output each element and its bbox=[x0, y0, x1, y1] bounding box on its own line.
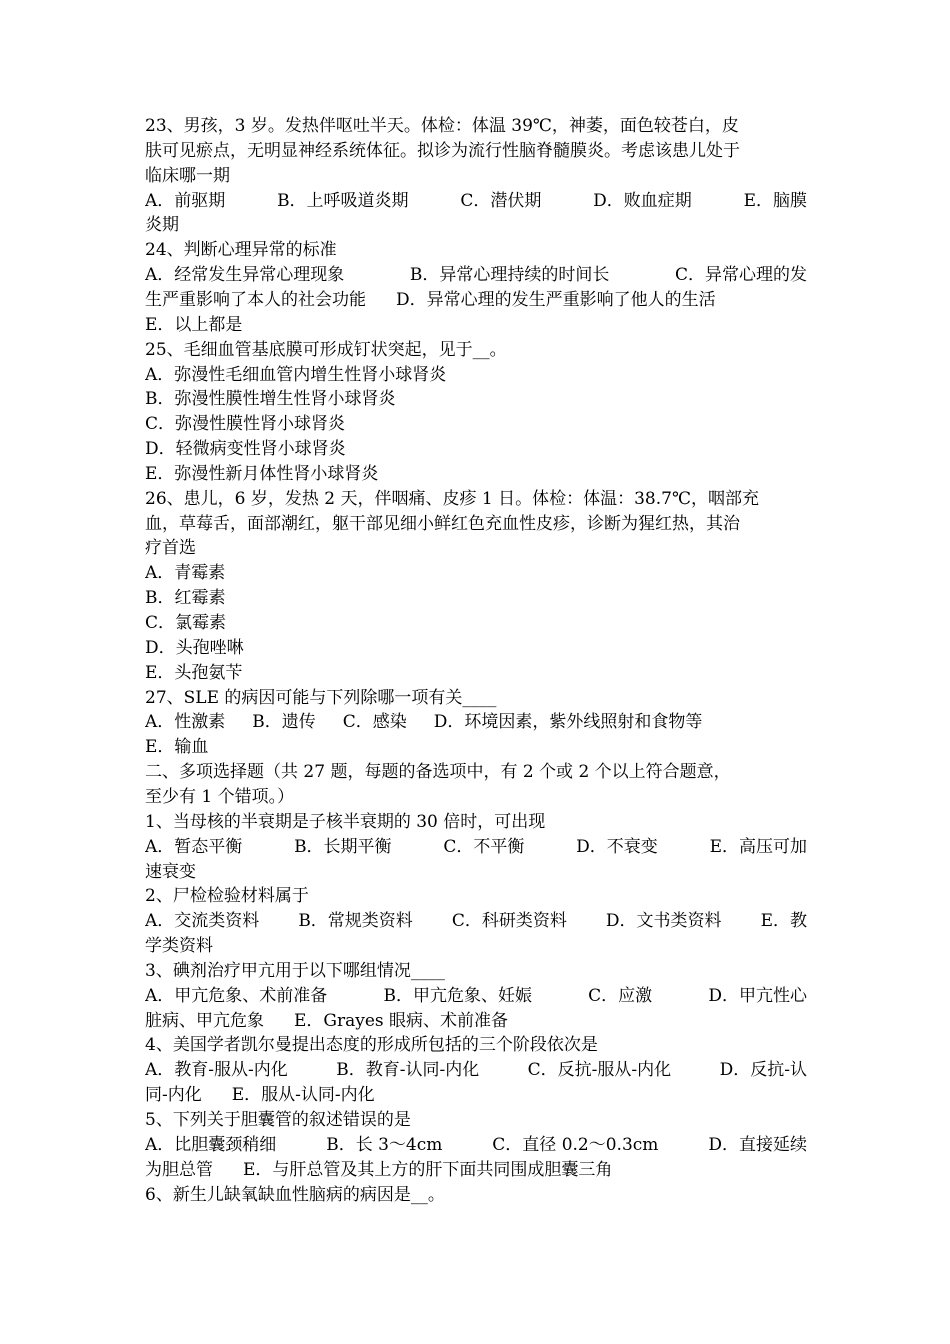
text-segment: E．教 bbox=[760, 911, 807, 931]
text-line bbox=[145, 611, 807, 636]
text-segment: 2、尸检检验材料属于 bbox=[145, 886, 309, 906]
text-segment: E．以上都是 bbox=[145, 315, 243, 335]
text-line bbox=[145, 1158, 807, 1183]
text-line bbox=[145, 338, 807, 363]
text-segment: 速衰变 bbox=[145, 862, 196, 882]
text-segment: B．红霉素 bbox=[145, 588, 226, 608]
text-line bbox=[145, 710, 807, 735]
text-segment: A．交流类资料 bbox=[145, 911, 260, 931]
text-line bbox=[145, 1058, 807, 1083]
text-line bbox=[145, 363, 807, 388]
text-line bbox=[145, 884, 807, 909]
text-segment: B．常规类资料 bbox=[298, 911, 413, 931]
text-line bbox=[145, 860, 807, 885]
text-segment: B．甲亢危象、妊娠 bbox=[383, 986, 532, 1006]
text-line bbox=[145, 1033, 807, 1058]
text-segment: B．上呼吸道炎期 bbox=[277, 191, 409, 211]
text-segment: 6、新生儿缺氧缺血性脑病的病因是__。 bbox=[145, 1185, 445, 1205]
text-segment: C．科研类资料 bbox=[451, 911, 567, 931]
text-segment: 炎期 bbox=[145, 215, 179, 235]
text-segment: B．长期平衡 bbox=[294, 837, 392, 857]
text-segment: D．环境因素，紫外线照射和食物等 bbox=[433, 712, 703, 732]
text-line bbox=[145, 1009, 807, 1034]
text-line bbox=[145, 1183, 807, 1208]
text-segment: 1、当母核的半衰期是子核半衰期的 30 倍时，可出现 bbox=[145, 812, 546, 832]
text-segment: 为胆总管 bbox=[145, 1160, 213, 1180]
text-segment: D．直接延续 bbox=[708, 1135, 807, 1155]
text-segment: C．应激 bbox=[588, 986, 653, 1006]
text-segment: 疗首选 bbox=[145, 538, 196, 558]
text-line bbox=[145, 636, 807, 661]
text-segment: B．教育-认同-内化 bbox=[336, 1060, 480, 1080]
text-segment: 24、判断心理异常的标准 bbox=[145, 240, 337, 260]
text-line bbox=[145, 959, 807, 984]
text-segment: 27、SLE 的病因可能与下列除哪一项有关____ bbox=[145, 688, 497, 708]
text-line bbox=[145, 909, 807, 934]
text-line bbox=[145, 561, 807, 586]
text-line bbox=[145, 934, 807, 959]
text-segment: A．教育-服从-内化 bbox=[145, 1060, 288, 1080]
text-line bbox=[145, 412, 807, 437]
text-segment: D．反抗-认 bbox=[719, 1060, 807, 1080]
text-segment: 23、男孩，3 岁。发热伴呕吐半天。体检：体温 39℃，神萎，面色较苍白，皮 bbox=[145, 116, 739, 136]
text-segment: E．Grayes 眼病、术前准备 bbox=[294, 1011, 509, 1031]
text-segment: A．甲亢危象、术前准备 bbox=[145, 986, 328, 1006]
text-line bbox=[145, 213, 807, 238]
text-segment: 4、美国学者凯尔曼提出态度的形成所包括的三个阶段依次是 bbox=[145, 1035, 598, 1055]
text-segment: D．不衰变 bbox=[576, 837, 658, 857]
text-segment: 26、患儿，6 岁，发热 2 天，伴咽痛、皮疹 1 日。体检：体温：38.7℃，咽部充 bbox=[145, 489, 759, 509]
text-line bbox=[145, 189, 807, 214]
text-segment: D．甲亢性心 bbox=[708, 986, 807, 1006]
text-segment: E．头孢氨苄 bbox=[145, 663, 243, 683]
text-line bbox=[145, 760, 807, 785]
text-segment: A．性激素 bbox=[145, 712, 226, 732]
text-line bbox=[145, 1133, 807, 1158]
text-line bbox=[145, 387, 807, 412]
text-line bbox=[145, 164, 807, 189]
text-segment: D．轻微病变性肾小球肾炎 bbox=[145, 439, 346, 459]
text-line bbox=[145, 1083, 807, 1108]
text-line bbox=[145, 661, 807, 686]
text-segment: A．比胆囊颈稍细 bbox=[145, 1135, 277, 1155]
text-segment: C．弥漫性膜性肾小球肾炎 bbox=[145, 414, 346, 434]
text-segment: A．经常发生异常心理现象 bbox=[145, 265, 345, 285]
text-segment: 同-内化 bbox=[145, 1085, 202, 1105]
text-segment: C．潜伏期 bbox=[460, 191, 542, 211]
text-line bbox=[145, 586, 807, 611]
text-line bbox=[145, 984, 807, 1009]
text-segment: E．与肝总管及其上方的肝下面共同围成胆囊三角 bbox=[243, 1160, 613, 1180]
text-segment: C．不平衡 bbox=[443, 837, 525, 857]
text-segment: 血，草莓舌，面部潮红，躯干部见细小鲜红色充血性皮疹，诊断为猩红热，其治 bbox=[145, 514, 740, 534]
text-segment: C．感染 bbox=[342, 712, 407, 732]
text-line bbox=[145, 512, 807, 537]
text-segment: A．前驱期 bbox=[145, 191, 226, 211]
text-segment: B．遗传 bbox=[252, 712, 316, 732]
text-line bbox=[145, 462, 807, 487]
text-segment: B．长 3～4cm bbox=[326, 1135, 443, 1155]
text-segment: A．弥漫性毛细血管内增生性肾小球肾炎 bbox=[145, 365, 447, 385]
text-line bbox=[145, 238, 807, 263]
text-segment: 至少有 1 个错项。） bbox=[145, 787, 295, 807]
text-segment: D．异常心理的发生严重影响了他人的生活 bbox=[396, 290, 716, 310]
text-segment: 25、毛细血管基底膜可形成钉状突起，见于__。 bbox=[145, 340, 507, 360]
text-line bbox=[145, 139, 807, 164]
text-segment: 肤可见瘀点，无明显神经系统体征。拟诊为流行性脑脊髓膜炎。考虑该患儿处于 bbox=[145, 141, 740, 161]
text-segment: 二、多项选择题（共 27 题，每题的备选项中，有 2 个或 2 个以上符合题意， bbox=[145, 762, 731, 782]
text-segment: D．头孢唑啉 bbox=[145, 638, 244, 658]
text-segment: A．青霉素 bbox=[145, 563, 226, 583]
text-line bbox=[145, 487, 807, 512]
text-segment: 3、碘剂治疗甲亢用于以下哪组情况____ bbox=[145, 961, 445, 981]
text-line bbox=[145, 536, 807, 561]
text-line bbox=[145, 288, 807, 313]
text-segment: B．弥漫性膜性增生性肾小球肾炎 bbox=[145, 389, 396, 409]
text-line bbox=[145, 437, 807, 462]
text-segment: 5、下列关于胆囊管的叙述错误的是 bbox=[145, 1110, 411, 1130]
text-line bbox=[145, 785, 807, 810]
text-line bbox=[145, 263, 807, 288]
text-segment: 学类资料 bbox=[145, 936, 213, 956]
text-segment: 脏病、甲亢危象 bbox=[145, 1011, 264, 1031]
text-segment: E．高压可加 bbox=[709, 837, 807, 857]
text-segment: C．直径 0.2～0.3cm bbox=[492, 1135, 659, 1155]
text-line bbox=[145, 810, 807, 835]
text-segment: A．暂态平衡 bbox=[145, 837, 243, 857]
text-segment: C．反抗-服从-内化 bbox=[527, 1060, 672, 1080]
text-segment: 生严重影响了本人的社会功能 bbox=[145, 290, 366, 310]
text-line bbox=[145, 686, 807, 711]
text-segment: D．败血症期 bbox=[593, 191, 692, 211]
text-segment: B．异常心理持续的时间长 bbox=[409, 265, 610, 285]
text-line bbox=[145, 1108, 807, 1133]
text-segment: E．弥漫性新月体性肾小球肾炎 bbox=[145, 464, 379, 484]
text-line bbox=[145, 735, 807, 760]
text-segment: C．氯霉素 bbox=[145, 613, 227, 633]
text-segment: D．文书类资料 bbox=[605, 911, 722, 931]
text-line bbox=[145, 114, 807, 139]
text-segment: E．输血 bbox=[145, 737, 209, 757]
text-segment: E．服从-认同-内化 bbox=[231, 1085, 375, 1105]
text-line bbox=[145, 313, 807, 338]
text-segment: 临床哪一期 bbox=[145, 166, 230, 186]
text-line bbox=[145, 835, 807, 860]
text-segment: E．脑膜 bbox=[743, 191, 807, 211]
text-segment: C．异常心理的发 bbox=[674, 265, 807, 285]
